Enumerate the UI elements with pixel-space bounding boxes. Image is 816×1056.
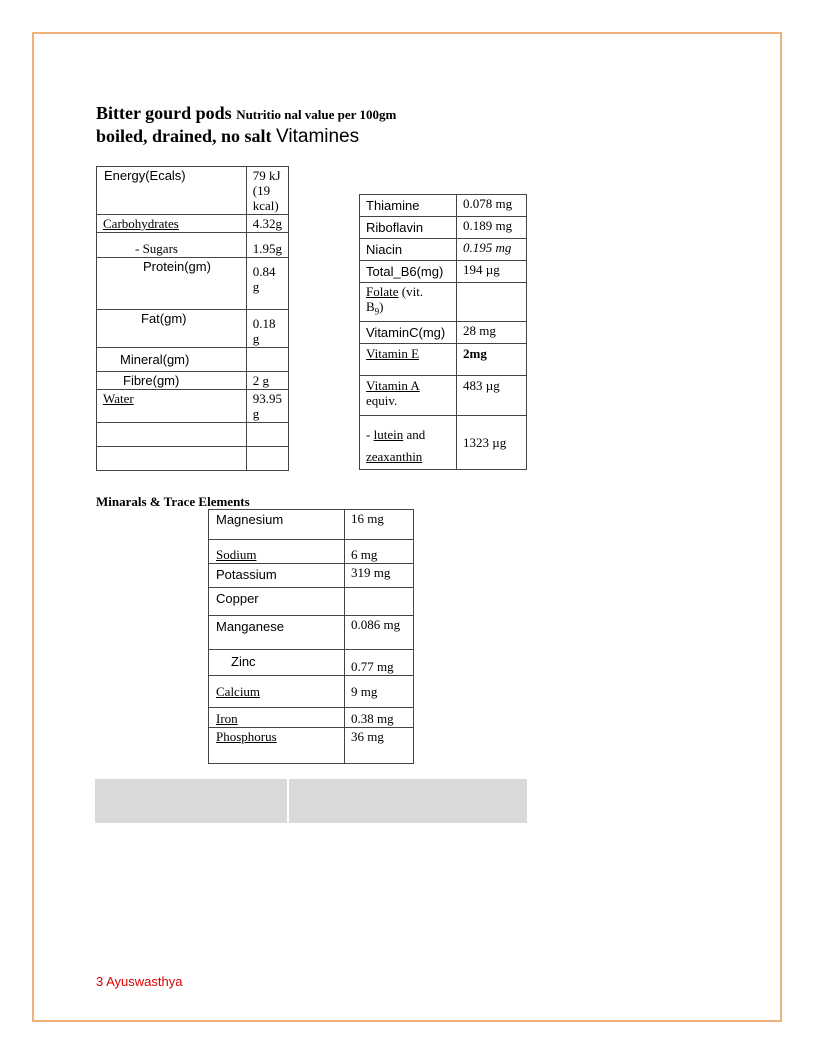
table-row: [97, 215, 289, 233]
table-cell-value: 483 µg: [457, 375, 527, 415]
zeaxanthin-label: zeaxanthin: [366, 448, 423, 464]
table-cell-value: 0.078 mg: [457, 195, 527, 217]
sugars-label: - Sugars: [135, 241, 178, 256]
folate-label: Folate: [366, 284, 399, 299]
table-cell-label: [360, 283, 457, 322]
table-cell-value: 0.18 g: [246, 310, 288, 348]
table-cell-label: Niacin: [360, 239, 457, 261]
table-cell-value: 4.32g: [246, 215, 288, 233]
minerals-table: [208, 509, 414, 764]
table-cell-value: 28 mg: [457, 321, 527, 343]
table-cell-value: [345, 588, 414, 616]
table-cell-value: [246, 348, 288, 372]
table-row: [209, 588, 414, 616]
table-cell-value: 0.195 mg: [457, 239, 527, 261]
table-cell-value: 6 mg: [345, 540, 414, 564]
table-row: [360, 375, 527, 415]
page-subtitle: [96, 126, 359, 148]
table-cell-label: Mineral(gm): [97, 348, 247, 372]
folate-end: ): [379, 299, 384, 314]
table-row: [360, 283, 527, 322]
title-bold: Bitter gourd pods: [96, 103, 232, 123]
table-cell-value: 0.84 g: [246, 258, 288, 310]
table-row: [97, 167, 289, 215]
table-cell-label: VitaminC(mg): [360, 321, 457, 343]
table-row: [360, 217, 527, 239]
table-cell-label: Carbohydrates: [97, 215, 247, 233]
vitamin-a-equiv: equiv.: [366, 392, 398, 408]
table-cell-label: Fat(gm): [97, 310, 247, 348]
gray-cell-left: [95, 779, 287, 823]
table-row: [209, 650, 414, 676]
table-cell-label: Calcium: [209, 676, 345, 708]
table-cell-label: Protein(gm): [97, 258, 247, 310]
table-cell-value: 0.189 mg: [457, 217, 527, 239]
table-row: [97, 447, 289, 471]
table-cell-label: Thiamine: [360, 195, 457, 217]
table-cell-value: 16 mg: [345, 510, 414, 540]
title-small: Nutritio nal value per 100gm: [236, 107, 397, 122]
table-row: [209, 616, 414, 650]
table-cell-label: Vitamin E: [360, 343, 457, 375]
table-row: [97, 258, 289, 310]
table-cell-label: Energy(Ecals): [97, 167, 247, 215]
page-title: [96, 103, 396, 124]
table-row: [97, 310, 289, 348]
table-cell-label: [360, 415, 457, 469]
lutein-prefix: -: [366, 426, 374, 442]
table-row: [209, 540, 414, 564]
table-cell-label: Potassium: [209, 564, 345, 588]
table-row: [360, 343, 527, 375]
table-cell-label: Sodium: [209, 540, 345, 564]
table-cell-value: 9 mg: [345, 676, 414, 708]
table-row: [360, 415, 527, 469]
lutein-label: lutein: [373, 426, 404, 442]
table-row: [209, 564, 414, 588]
gray-bar: [95, 779, 527, 823]
table-cell-value: 2 g: [246, 372, 288, 390]
table-cell-label: [97, 233, 247, 258]
table-row: [209, 676, 414, 708]
table-cell-label: Zinc: [209, 650, 345, 676]
table-row: [97, 423, 289, 447]
energy-kcal: (19 kcal): [252, 183, 279, 213]
table-cell-label: Phosphorus: [209, 728, 345, 764]
table-cell-label: Riboflavin: [360, 217, 457, 239]
table-cell-value: 0.38 mg: [345, 708, 414, 728]
table-cell-value: 2mg: [457, 343, 527, 375]
table-cell-label: Copper: [209, 588, 345, 616]
table-row: [209, 708, 414, 728]
vitamin-a-label: Vitamin A: [366, 377, 420, 393]
table-cell-label: [97, 423, 247, 447]
table-cell-value: 0.77 mg: [345, 650, 414, 676]
minerals-heading: Minarals & Trace Elements: [96, 494, 250, 509]
table-cell-value: 36 mg: [345, 728, 414, 764]
table-cell-value: [246, 167, 288, 215]
table-row: [360, 321, 527, 343]
table-cell-value: 1.95g: [246, 233, 288, 258]
table-cell-value: [457, 283, 527, 322]
table-cell-value: [246, 423, 288, 447]
gray-cell-right: [289, 779, 527, 823]
table-row: [360, 239, 527, 261]
table-cell-value: 93.95 g: [246, 390, 288, 423]
subtitle-vitamines: Vitamines: [276, 126, 360, 147]
energy-kj: 79 kJ: [252, 168, 281, 183]
folate-b: B: [366, 299, 375, 314]
nutrition-table: [96, 166, 289, 471]
table-cell-value: 1323 µg: [457, 415, 527, 469]
table-cell-label: Manganese: [209, 616, 345, 650]
table-row: [360, 261, 527, 283]
lutein-and: and: [403, 426, 426, 442]
table-row: [209, 510, 414, 540]
table-cell-value: 0.086 mg: [345, 616, 414, 650]
table-cell-value: 319 mg: [345, 564, 414, 588]
folate-sub: 9: [374, 306, 380, 317]
table-cell-value: [246, 447, 288, 471]
table-row: [360, 195, 527, 217]
page-footer: 3 Ayuswasthya: [96, 974, 183, 989]
table-cell-label: Iron: [209, 708, 345, 728]
subtitle-bold: boiled, drained, no salt: [96, 126, 272, 146]
table-row: [97, 348, 289, 372]
vitamins-table: [359, 194, 527, 470]
table-cell-value: 194 µg: [457, 261, 527, 283]
table-cell-label: Fibre(gm): [97, 372, 247, 390]
table-cell-label: [360, 375, 457, 415]
table-row: [209, 728, 414, 764]
table-row: [97, 390, 289, 423]
table-cell-label: [97, 447, 247, 471]
table-row: [97, 372, 289, 390]
table-row: [97, 233, 289, 258]
table-cell-label: Total_B6(mg): [360, 261, 457, 283]
table-cell-label: Magnesium: [209, 510, 345, 540]
table-cell-label: Water: [97, 390, 247, 423]
folate-vit: (vit.: [398, 284, 424, 299]
